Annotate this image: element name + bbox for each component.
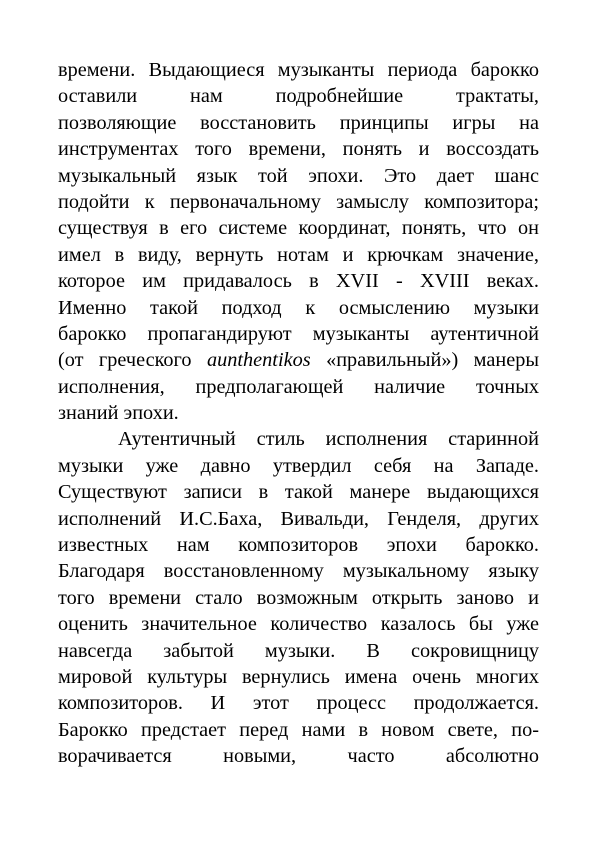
- text-line: известных нам композиторов эпохи барокко.: [58, 534, 539, 557]
- text-segment: «правильный») манеры: [310, 349, 539, 372]
- text-line: музыки уже давно утвердил себя на Западе.: [58, 454, 539, 477]
- text-line: Существуют записи в такой манере выдающихся: [58, 481, 539, 504]
- text-line: оценить значительное количество казалось бы уже: [58, 613, 539, 636]
- text-line: которое им придавалось в XVII - XVIII веках.: [58, 270, 539, 293]
- italic-term: aunthentikos: [206, 349, 311, 372]
- text-line: Именно такой подход к осмыслению музыки: [58, 296, 539, 319]
- paragraph-1: [58, 57, 539, 426]
- text-line: инструментах того времени, понять и воссоздать: [58, 138, 539, 161]
- text-line: Аутентичный стиль исполнения старинной: [118, 428, 539, 451]
- text-line-with-italic: [58, 347, 539, 373]
- text-line: оставили нам подробнейшие трактаты,: [58, 85, 539, 108]
- text-line: мировой культуры вернулись имена очень многих: [58, 665, 539, 688]
- text-line: того времени стало возможным открыть заново и: [58, 586, 539, 609]
- text-line: музыкальный язык той эпохи. Это дает шанс: [58, 164, 539, 187]
- text-line: композиторов. И этот процесс продолжается.: [58, 692, 539, 715]
- text-line: ворачивается новыми, часто абсолютно: [58, 745, 539, 768]
- text-line: существуя в его системе координат, понять, что он: [58, 217, 539, 240]
- text-line: подойти к первоначальному замыслу композитора;: [58, 190, 539, 213]
- text-line: Благодаря восстановленному музыкальному языку: [58, 560, 539, 583]
- text-line: знаний эпохи.: [58, 402, 179, 425]
- body-text: [58, 57, 539, 770]
- text-line: Барокко предстает перед нами в новом свете, по-: [58, 718, 539, 741]
- text-line: навсегда забытой музыки. В сокровищницу: [58, 639, 539, 662]
- text-segment: (от греческого: [58, 349, 207, 372]
- text-line: имел в виду, вернуть нотам и крючкам значение,: [58, 243, 539, 266]
- text-line: исполнений И.С.Баха, Вивальди, Генделя, других: [58, 507, 539, 530]
- paragraph-2: [58, 426, 539, 769]
- text-line: барокко пропагандируют музыканты аутентичной: [58, 322, 539, 345]
- text-line: позволяющие восстановить принципы игры на: [58, 111, 539, 134]
- text-line: времени. Выдающиеся музыканты периода барокко: [58, 59, 539, 81]
- text-line: исполнения, предполагающей наличие точных: [58, 375, 539, 398]
